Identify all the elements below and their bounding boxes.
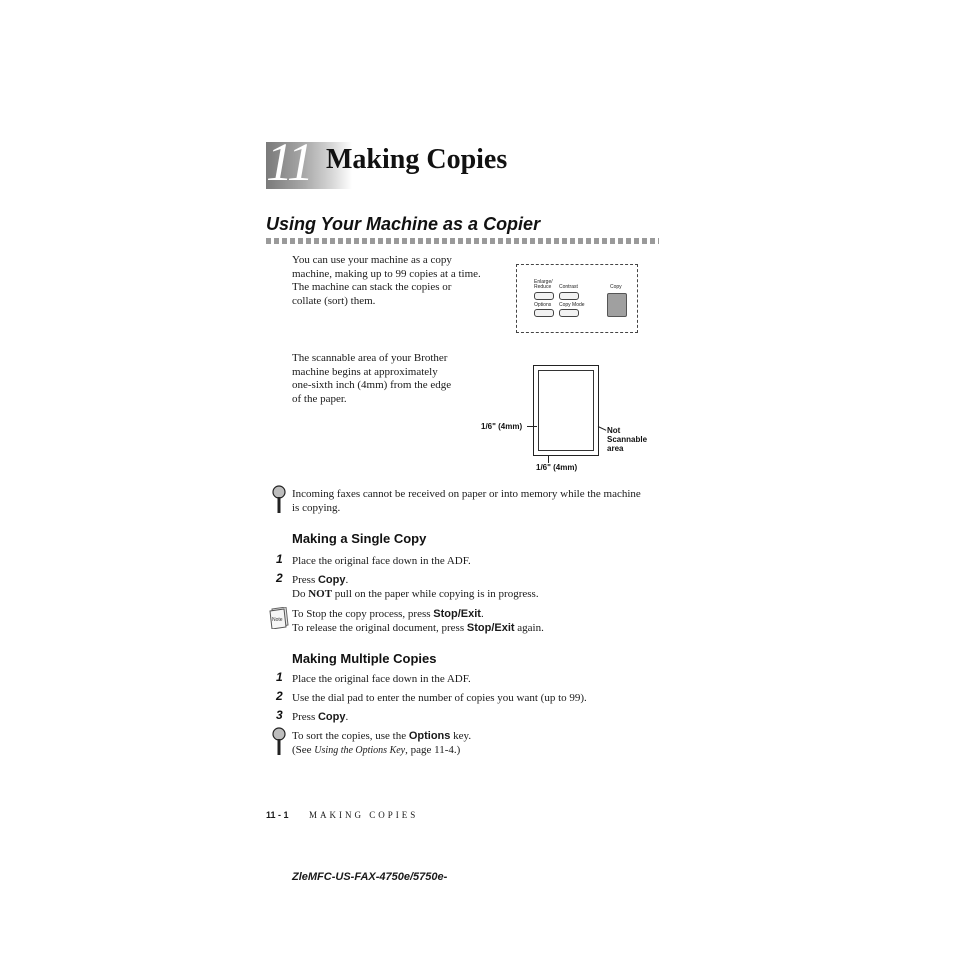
section-divider — [266, 238, 659, 244]
copy-mode-label: Copy Mode — [559, 302, 585, 308]
options-label: Options — [534, 302, 552, 308]
side-margin-leader — [527, 426, 537, 427]
copy-label: Copy — [610, 284, 622, 290]
intro-line: The machine can stack the copies or — [292, 281, 452, 293]
enlarge-reduce-key — [534, 292, 554, 300]
lightbulb-icon — [271, 727, 287, 757]
running-footer-chapter: MAKING COPIES — [309, 810, 419, 820]
multiple-step-2-number: 2 — [276, 689, 283, 703]
single-step-1-text: Place the original face down in the ADF. — [292, 555, 471, 567]
paper-diagram — [533, 365, 599, 456]
intro-line: machine, making up to 99 copies at a time. — [292, 267, 481, 280]
multiple-step-2-text: Use the dial pad to enter the number of copies you want (up to 99). — [292, 692, 587, 704]
copy-key-name: Copy — [317, 574, 346, 586]
note-icon — [268, 607, 290, 629]
section-title: Using Your Machine as a Copier — [266, 214, 541, 234]
multiple-copies-heading: Making Multiple Copies — [292, 651, 437, 666]
tip-options: To sort the copies, use the Options key. (See Using the Options Key, page 11-4.) — [292, 730, 472, 756]
multiple-step-3-number: 3 — [276, 708, 283, 722]
not-scannable-label: Not Scannable area — [607, 426, 648, 453]
scannable-area — [538, 370, 594, 451]
chapter-number: 11 — [266, 132, 312, 192]
scan-line: one-sixth inch (4mm) from the edge — [292, 379, 452, 391]
document-code: ZleMFC-US-FAX-4750e/5750e- — [292, 871, 448, 883]
stop-exit-key-name: Stop/Exit — [433, 608, 481, 620]
options-key — [534, 309, 554, 317]
multiple-step-3-text: Press Copy. — [292, 711, 349, 723]
intro-line: You can use your machine as a copy — [292, 254, 452, 266]
tip-faxes: Incoming faxes cannot be received on paper or into memory while the machine is copying. — [292, 488, 641, 514]
options-key-name: Options — [408, 730, 451, 742]
intro-line: collate (sort) them. — [292, 294, 376, 307]
multiple-step-1-number: 1 — [276, 670, 283, 684]
chapter-title: Making Copies — [326, 144, 508, 175]
copy-key — [607, 293, 627, 317]
copy-key-name: Copy — [317, 711, 346, 723]
multiple-step-1-text: Place the original face down in the ADF. — [292, 673, 471, 685]
note-stop-exit: To Stop the copy process, press Stop/Exit. To release the original document, press Stop/Exit again. — [292, 608, 544, 634]
cross-reference: Using the Options Key — [314, 745, 406, 756]
stop-exit-key-name: Stop/Exit — [466, 622, 515, 634]
scan-line: The scannable area of your Brother — [292, 352, 448, 364]
bottom-margin-leader — [548, 455, 549, 463]
not-scannable-leader — [598, 426, 607, 431]
enlarge-reduce-label: Enlarge/ Reduce — [534, 279, 553, 290]
single-step-1-number: 1 — [276, 552, 283, 566]
single-step-2-text: Press Copy. Do NOT pull on the paper while copying is in progress. — [292, 574, 539, 600]
contrast-key — [559, 292, 579, 300]
side-margin-label: 1/6" (4mm) — [481, 422, 523, 431]
lightbulb-icon — [271, 485, 287, 515]
control-panel-illustration — [516, 264, 638, 333]
scan-paragraph — [292, 352, 482, 406]
page-number: 11 - 1 — [266, 810, 289, 820]
single-step-2-number: 2 — [276, 571, 283, 585]
bottom-margin-label: 1/6" (4mm) — [536, 463, 578, 472]
scan-line: machine begins at approximately — [292, 365, 438, 378]
emphasis-not: NOT — [308, 588, 333, 600]
scan-line: of the paper. — [292, 392, 347, 405]
copy-mode-key — [559, 309, 579, 317]
contrast-label: Contrast — [559, 284, 578, 290]
note-icon-label: Note — [272, 617, 283, 623]
single-copy-heading: Making a Single Copy — [292, 531, 427, 546]
intro-paragraph — [292, 254, 492, 308]
